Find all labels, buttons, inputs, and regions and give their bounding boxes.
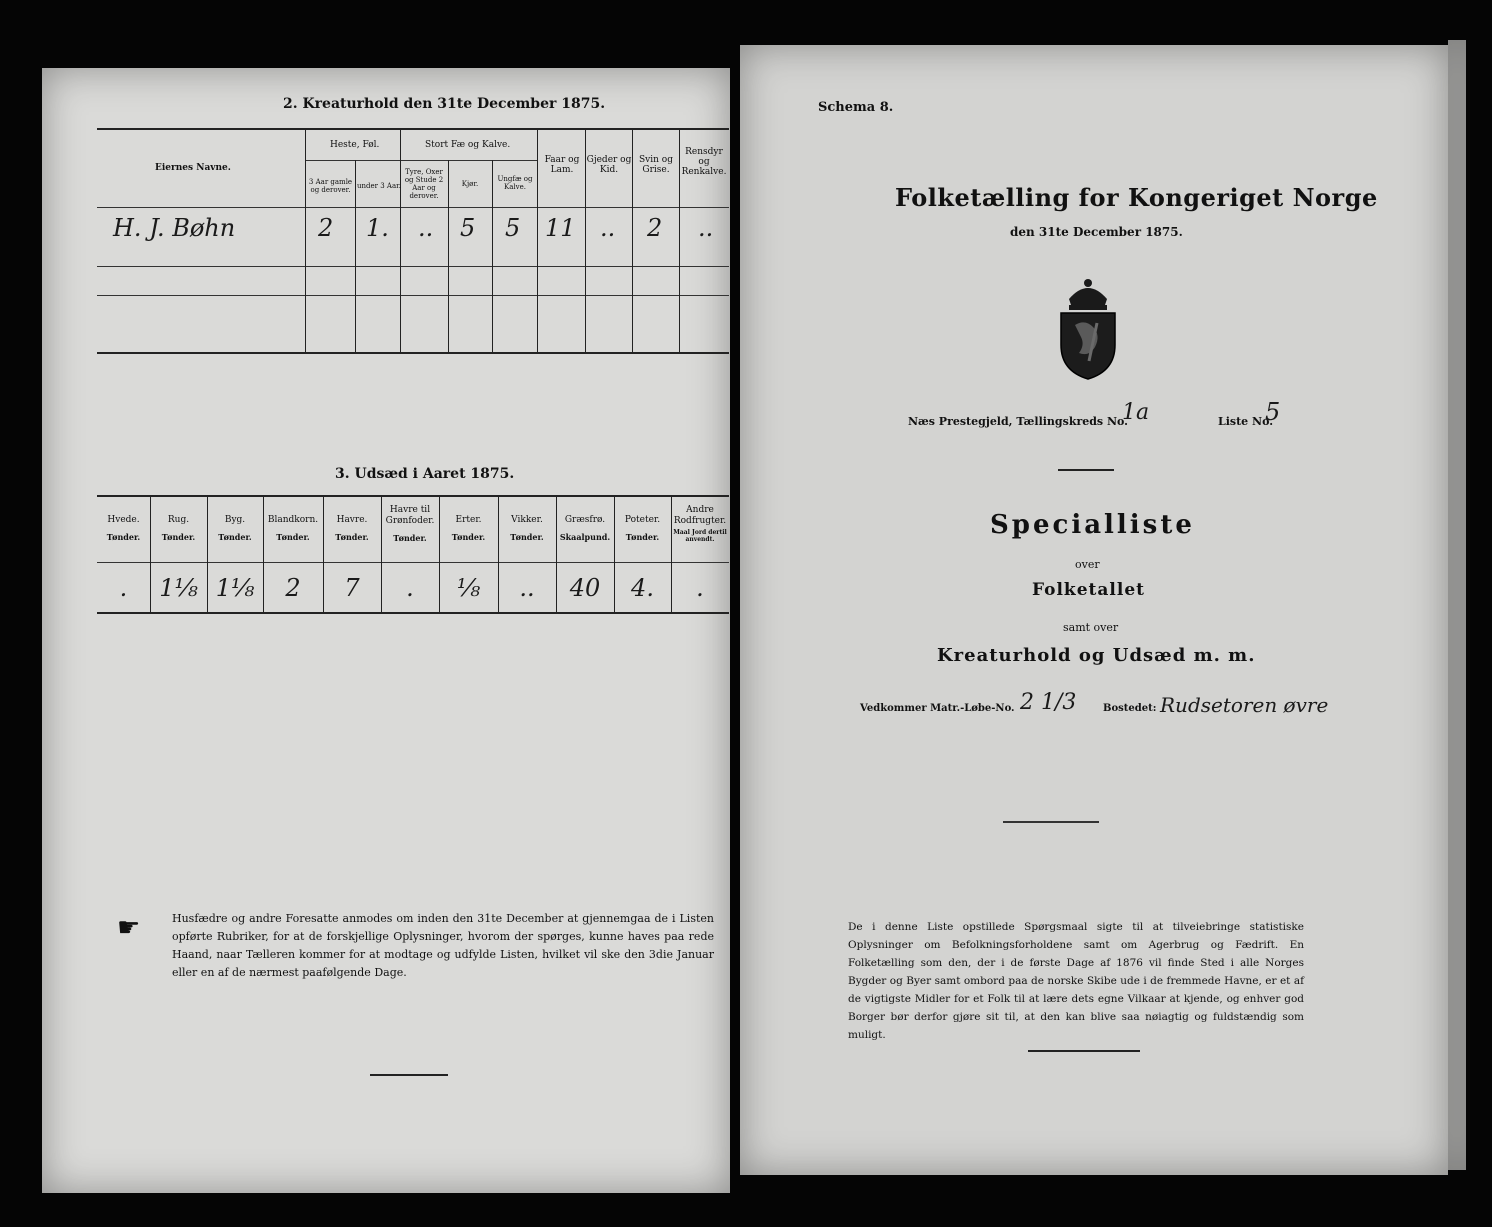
udsaed-header-unit: Tønder. <box>335 532 369 542</box>
rule <box>97 495 729 497</box>
header-owner: Eiernes Navne. <box>155 163 231 173</box>
udsaed-header-unit: Skaalpund. <box>559 532 611 542</box>
udsaed-header-cell <box>150 515 207 542</box>
bosted-label: Bostedet: <box>1103 703 1157 714</box>
cell-stort-b: 5 <box>460 214 476 242</box>
udsaed-value-cell: 2 <box>285 574 301 602</box>
udsaed-header-cell <box>207 515 263 542</box>
cell-svin: 2 <box>647 214 663 242</box>
udsaed-value-cell: 7 <box>344 574 360 602</box>
col-line <box>305 128 306 352</box>
udsaed-header-name: Erter. <box>455 515 482 525</box>
udsaed-header-cell <box>323 515 381 542</box>
liste-label: Liste No. <box>1218 415 1274 428</box>
header-faar: Faar og Lam. <box>544 155 580 175</box>
divider <box>370 1074 448 1076</box>
liste-value: 5 <box>1265 398 1281 426</box>
udsaed-value-cell: 1⅛ <box>159 574 198 602</box>
cell-heste-b: 1. <box>366 214 389 242</box>
col-line <box>537 128 538 352</box>
samt-over-label: samt over <box>1063 621 1119 634</box>
divider <box>1028 1050 1140 1052</box>
udsaed-header-name: Havre til Grønfoder. <box>385 505 435 526</box>
section3-title: 3. Udsæd i Aaret 1875. <box>335 466 515 482</box>
header-heste: Heste, Føl. <box>330 140 380 150</box>
over-label: over <box>1075 558 1100 571</box>
udsaed-header-name: Byg. <box>224 515 246 525</box>
rule <box>97 612 729 614</box>
header-svin: Svin og Grise. <box>639 155 673 175</box>
prestegjeld-label: Næs Prestegjeld, Tællingskreds No. <box>908 415 1128 428</box>
udsaed-header-unit: Tønder. <box>510 532 544 542</box>
header-stort-b: Kjør. <box>461 180 479 188</box>
rule <box>305 160 537 161</box>
section2-title: 2. Kreaturhold den 31te December 1875. <box>283 96 606 112</box>
header-stort-a: Tyre, Oxer og Stude 2 Aar og derover. <box>404 168 444 200</box>
rule <box>97 266 729 267</box>
cell-gjeder: .. <box>600 214 616 242</box>
divider <box>1003 821 1099 823</box>
main-title: Folketælling for Kongeriget Norge <box>895 183 1378 212</box>
udsaed-header-unit: Tønder. <box>106 532 141 542</box>
udsaed-header-cell <box>381 505 439 543</box>
udsaed-value-cell: . <box>406 574 414 602</box>
matr-value: 2 1/3 <box>1020 690 1077 715</box>
rule <box>97 295 729 296</box>
udsaed-header-cell <box>439 515 498 542</box>
page-edge <box>1448 40 1466 1170</box>
header-heste-a: 3 Aar gamle og derover. <box>308 178 353 194</box>
kreaturhold-title: Kreaturhold og Udsæd m. m. <box>937 645 1256 666</box>
udsaed-header-cell <box>556 515 614 542</box>
udsaed-header-name: Rug. <box>167 515 190 525</box>
udsaed-value-cell: 4. <box>631 574 654 602</box>
specialliste-title: Specialliste <box>990 510 1195 540</box>
owner-name: H. J. Bøhn <box>113 214 236 242</box>
udsaed-header-name: Havre. <box>336 515 368 525</box>
udsaed-header-name: Hvede. <box>107 515 140 525</box>
col-line <box>355 160 356 352</box>
header-heste-b: under 3 Aar. <box>357 182 401 190</box>
bosted-value: Rudsetoren øvre <box>1160 693 1329 717</box>
col-line <box>492 160 493 352</box>
udsaed-header-cell <box>263 515 323 542</box>
rule <box>97 352 729 354</box>
udsaed-value-cell: .. <box>519 574 535 602</box>
cell-rensdyr: .. <box>698 214 714 242</box>
udsaed-header-name: Blandkorn. <box>267 515 319 525</box>
udsaed-header-cell <box>97 515 150 542</box>
kreds-value: 1a <box>1122 400 1150 425</box>
schema-label: Schema 8. <box>818 100 894 115</box>
main-subtitle: den 31te December 1875. <box>1010 225 1183 239</box>
udsaed-header-unit: Maal Jord dertil anvendt. <box>673 529 727 543</box>
intro-paragraph: De i denne Liste opstillede Spørgsmaal sigte til at tilveiebringe statistiske Oplysninger om Befolkningsforholdene samt om Agerbrug og Fædrift. En Folketælling som den, der i de første Dage af 1876 vil finde Sted i alle Norges Bygder og Byer samt ombord paa de norske Skibe ude i de fremmede Havne, er et af de vigtigste Midler for et Folk til at lære dets egne Vilkaar at kjende, og enhver god Borger bør derfor gjøre sit til, at den kan blive saa nøiagtig og fuldstændig som muligt. <box>848 921 1304 1041</box>
udsaed-header-unit: Tønder. <box>393 533 427 543</box>
cell-faar: 11 <box>545 214 576 242</box>
udsaed-header-unit: Tønder. <box>276 532 310 542</box>
udsaed-value-cell: 1⅛ <box>215 574 255 602</box>
udsaed-header-unit: Tønder. <box>161 532 196 542</box>
udsaed-header-unit: Tønder. <box>625 532 660 542</box>
folketallet-label: Folketallet <box>1032 580 1145 600</box>
udsaed-header-unit: Tønder. <box>451 532 486 542</box>
rule <box>97 562 729 563</box>
coat-of-arms-icon <box>1055 275 1121 381</box>
cell-stort-a: .. <box>418 214 434 242</box>
cell-stort-c: 5 <box>505 214 521 242</box>
col-line <box>632 128 633 352</box>
udsaed-header-cell <box>498 515 556 542</box>
udsaed-header-unit: Tønder. <box>218 532 252 542</box>
header-gjeder: Gjeder og Kid. <box>586 155 632 175</box>
rule <box>97 128 729 130</box>
udsaed-value-cell: ⅛ <box>456 574 481 602</box>
header-stort: Stort Fæ og Kalve. <box>425 140 511 150</box>
udsaed-header-name: Andre Rodfrugter. <box>673 505 727 526</box>
header-stort-c: Ungfæ og Kalve. <box>497 175 533 191</box>
header-rensdyr: Rensdyr og Renkalve. <box>681 147 727 177</box>
notice-text: Husfædre og andre Foresatte anmodes om inden den 31te December at gjennemgaa de i Listen opførte Rubriker, for at de forskjellige Oplysninger, hvorom der spørges, kunne haves paa rede Haand, naar Tælleren kommer for at modtage og udfylde Listen, hvilket vil ske den 3die Januar eller en af de nærmest paafølgende Dage. <box>172 912 714 979</box>
udsaed-value-cell: . <box>696 574 704 602</box>
udsaed-header-cell <box>671 505 729 543</box>
col-line <box>448 160 449 352</box>
udsaed-header-name: Græsfrø. <box>564 515 606 525</box>
col-line <box>400 128 401 352</box>
udsaed-header-name: Poteter. <box>624 515 661 525</box>
matr-label: Vedkommer Matr.-Løbe-No. <box>860 703 1015 714</box>
udsaed-value-cell: . <box>119 574 128 602</box>
rule <box>97 207 729 208</box>
pointing-hand-icon: ☛ <box>117 913 141 943</box>
udsaed-header-name: Vikker. <box>511 515 543 525</box>
divider <box>1058 469 1114 471</box>
cell-heste-a: 2 <box>318 214 334 242</box>
udsaed-header-cell <box>614 515 671 542</box>
udsaed-value-cell: 40 <box>569 574 601 602</box>
